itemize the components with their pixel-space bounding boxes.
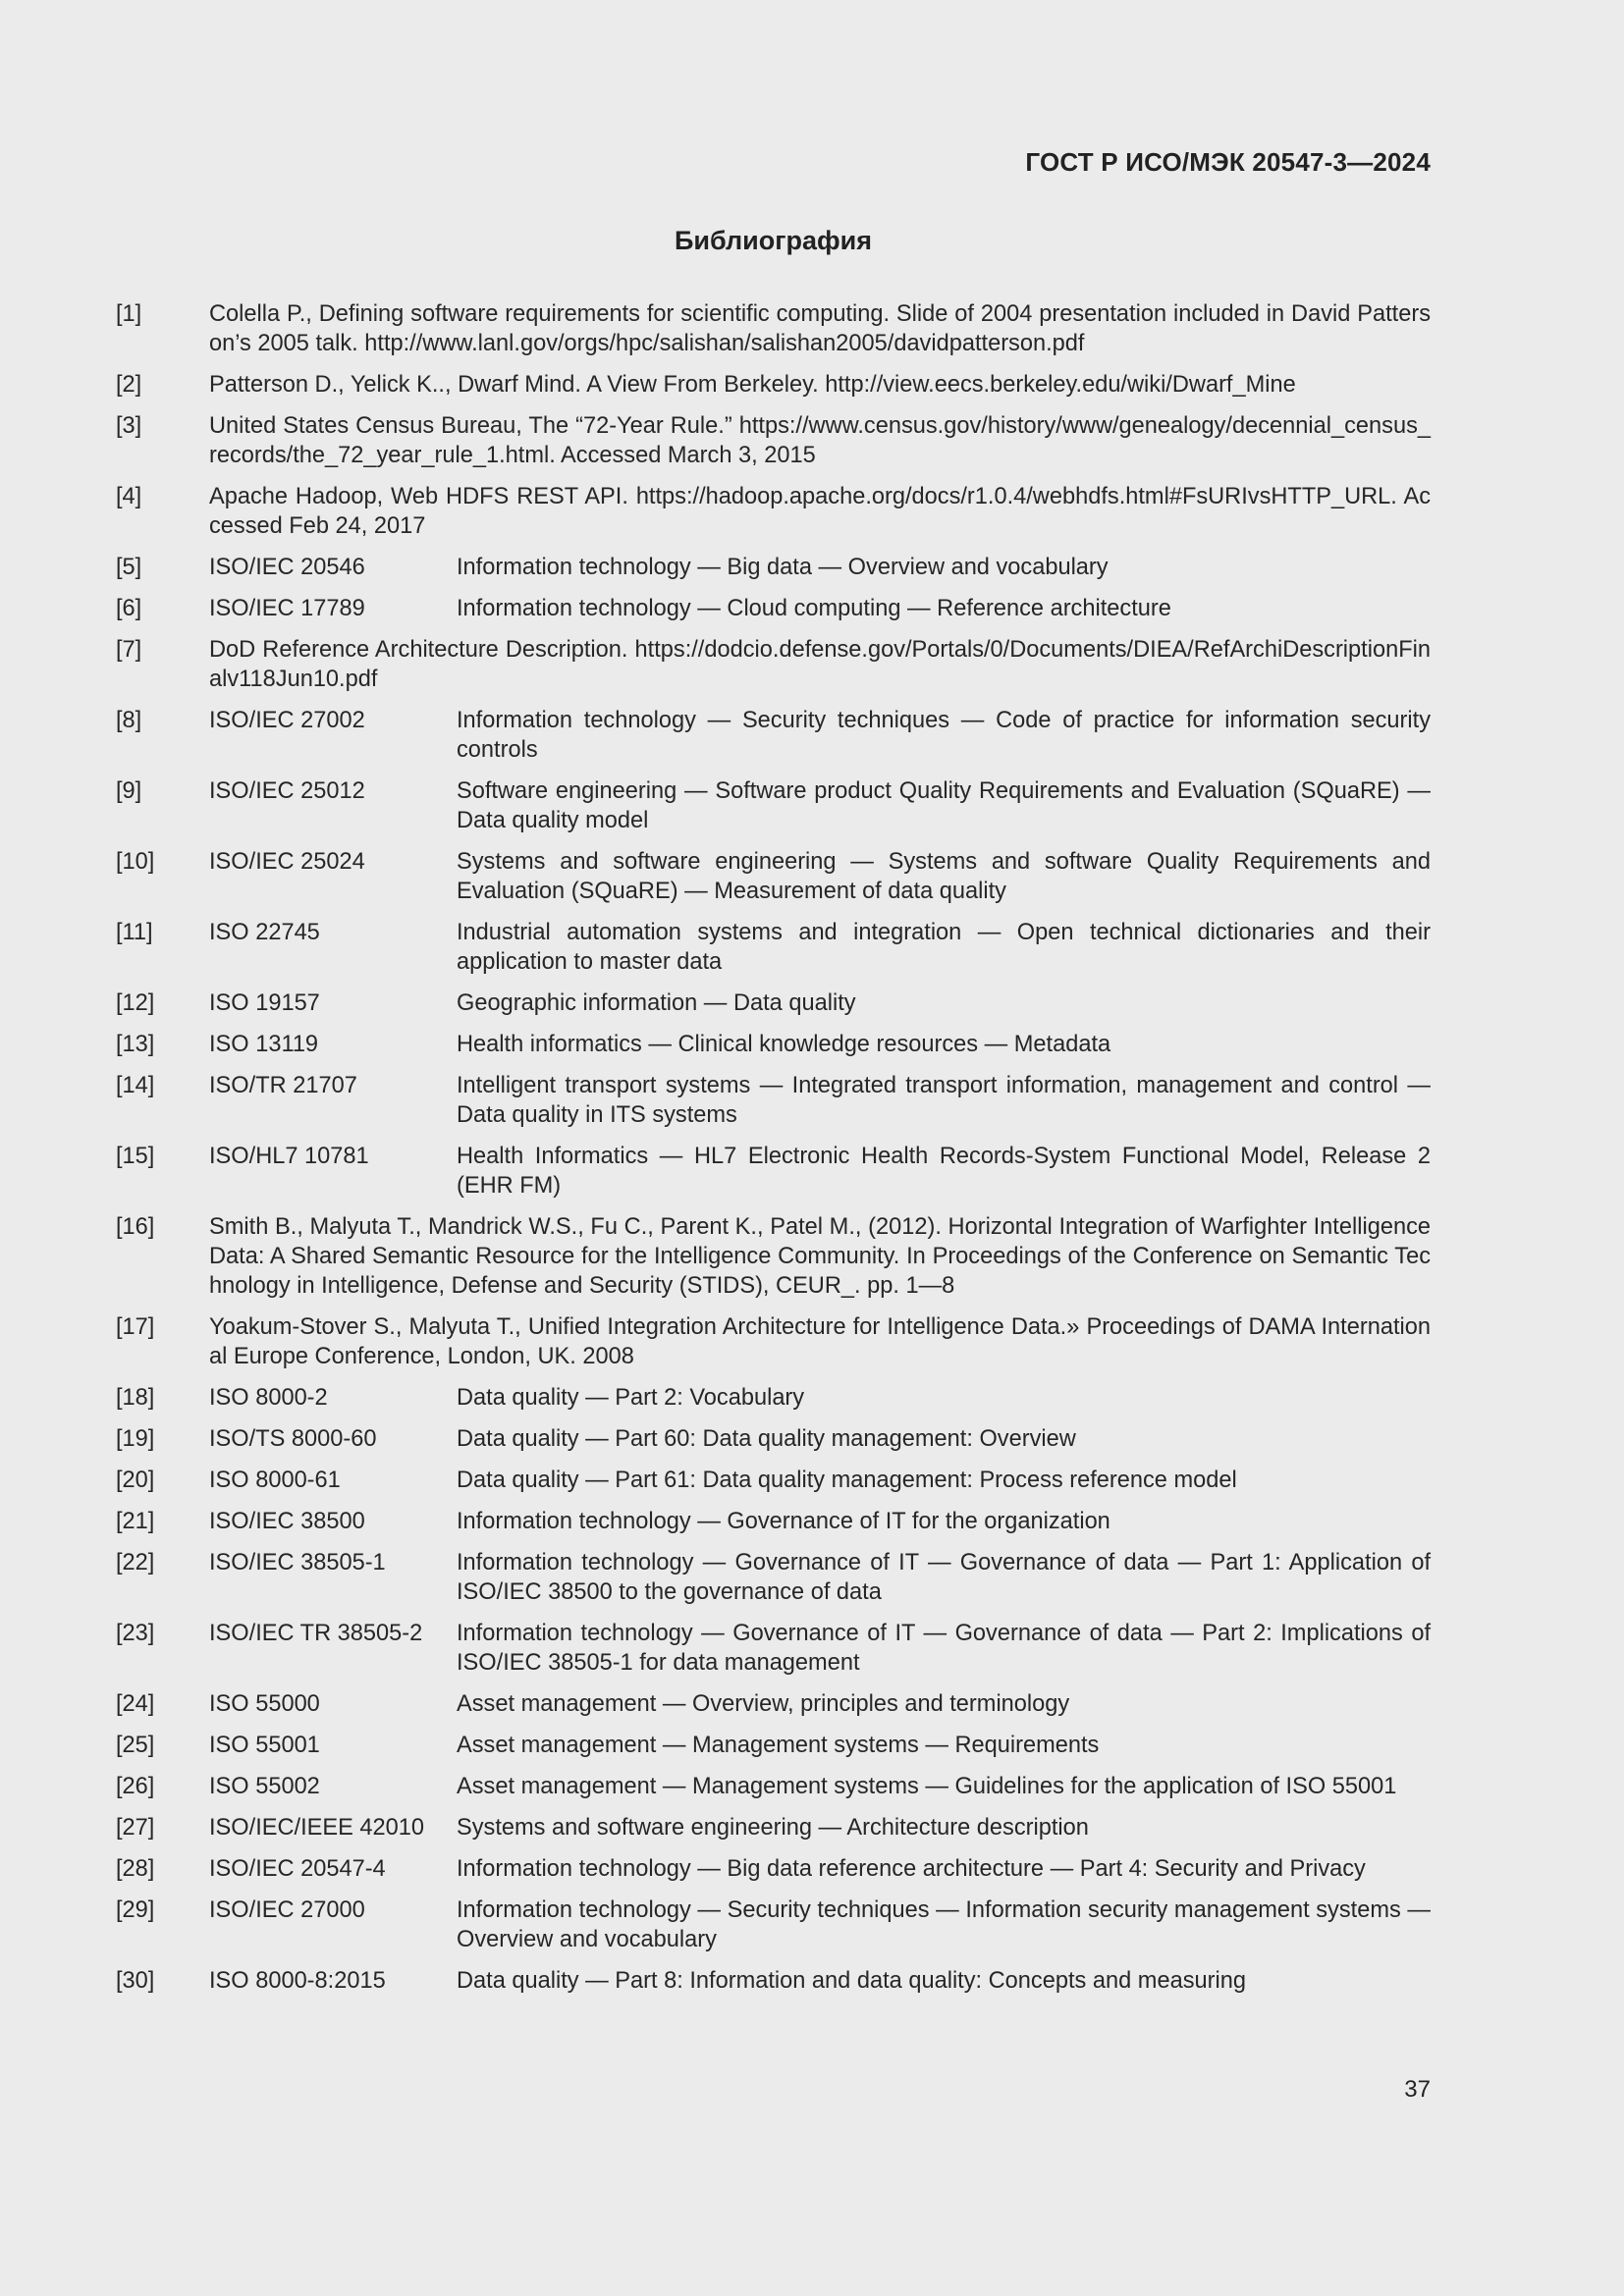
standard-title: Health Informatics — HL7 Electronic Health Records-System Functional Model, Release 2 (EHR FM)	[457, 1144, 1431, 1199]
bibliography-entry	[116, 594, 1431, 623]
standard-title: Information technology — Governance of IT for the organization	[457, 1509, 1110, 1534]
bibliography-entry	[116, 1142, 1431, 1201]
entry-number: [18]	[116, 1385, 155, 1411]
bibliography-entry	[116, 1548, 1431, 1607]
entry-number: [20]	[116, 1468, 155, 1493]
standard-code: ISO 19157	[209, 990, 320, 1016]
standard-title: Software engineering — Software product Quality Requirements and Evaluation (SQuaRE) — Data quality model	[457, 778, 1431, 833]
bibliography-entry	[116, 1854, 1431, 1884]
page-number: 37	[1404, 2076, 1431, 2103]
citation-text: United States Census Bureau, The “72-Year Rule.” https://www.census.gov/history/www/genealogy/decennial_census_records/the_72_year_rule_1.html. Accessed March 3, 2015	[209, 413, 1431, 468]
entry-number: [7]	[116, 637, 142, 663]
bibliography-entry	[116, 1030, 1431, 1059]
standard-title: Industrial automation systems and integration — Open technical dictionaries and their application to master data	[457, 920, 1431, 975]
standard-title: Data quality — Part 60: Data quality management: Overview	[457, 1426, 1076, 1452]
standard-title: Information technology — Cloud computing — Reference architecture	[457, 596, 1171, 621]
entry-number: [25]	[116, 1733, 155, 1758]
bibliography-entry	[116, 1896, 1431, 1954]
standard-title: Information technology — Governance of IT — Governance of data — Part 1: Application of ISO/IEC 38500 to the governance of data	[457, 1550, 1431, 1605]
standard-code: ISO 22745	[209, 920, 320, 945]
standard-code: ISO 55002	[209, 1774, 320, 1799]
standard-code: ISO 8000-61	[209, 1468, 341, 1493]
citation-text: Patterson D., Yelick K.., Dwarf Mind. A View From Berkeley. http://view.eecs.berkeley.edu/wiki/Dwarf_Mine	[209, 372, 1296, 398]
entry-number: [14]	[116, 1073, 155, 1098]
standard-title: Asset management — Overview, principles and terminology	[457, 1691, 1070, 1717]
standard-code: ISO 55000	[209, 1691, 320, 1717]
bibliography-entry	[116, 1383, 1431, 1413]
bibliography-entry	[116, 1619, 1431, 1678]
bibliography-entry	[116, 847, 1431, 906]
bibliography-entry	[116, 1731, 1431, 1760]
bibliography-entry	[116, 411, 1431, 470]
standard-code: ISO/IEC 25012	[209, 778, 365, 804]
bibliography-entry	[116, 1071, 1431, 1130]
entry-number: [19]	[116, 1426, 155, 1452]
bibliography-entry	[116, 482, 1431, 541]
standard-code: ISO/IEC 17789	[209, 596, 365, 621]
standard-code: ISO/IEC 27002	[209, 708, 365, 733]
citation-text: Apache Hadoop, Web HDFS REST API. https://hadoop.apache.org/docs/r1.0.4/webhdfs.html#FsURIvsHTTP_URL. Accessed Feb 24, 2017	[209, 484, 1431, 539]
entry-number: [3]	[116, 413, 142, 439]
citation-text: Smith B., Malyuta T., Mandrick W.S., Fu C., Parent K., Patel M., (2012). Horizontal Integration of Warfighter Intelligence Data: A Shared Semantic Resource for the Intelligence Community. In Proceedings of the Conference on Semantic Technology in Intelligence, Defense and Security (STIDS), CEUR_. pp. 1—8	[209, 1214, 1431, 1299]
standard-title: Information technology — Big data reference architecture — Part 4: Security and Privacy	[457, 1856, 1366, 1882]
entry-number: [6]	[116, 596, 142, 621]
standard-code: ISO/IEC 38505-1	[209, 1550, 386, 1575]
entry-number: [12]	[116, 990, 155, 1016]
citation-text: Colella P., Defining software requirements for scientific computing. Slide of 2004 presentation included in David Patterson’s 2005 talk. http://www.lanl.gov/orgs/hpc/salishan/salishan2005/davidpatterson.pdf	[209, 301, 1431, 356]
standard-title: Geographic information — Data quality	[457, 990, 856, 1016]
standard-code: ISO/IEC 27000	[209, 1897, 365, 1923]
entry-number: [24]	[116, 1691, 155, 1717]
standard-title: Systems and software engineering — Systems and software Quality Requirements and Evaluation (SQuaRE) — Measurement of data quality	[457, 849, 1431, 904]
bibliography-entry	[116, 1312, 1431, 1371]
standard-title: Asset management — Management systems — Guidelines for the application of ISO 55001	[457, 1774, 1397, 1799]
standard-code: ISO 13119	[209, 1032, 319, 1057]
standard-code: ISO/IEC 25024	[209, 849, 365, 875]
bibliography-entry	[116, 370, 1431, 400]
standard-title: Systems and software engineering — Architecture description	[457, 1815, 1089, 1841]
standard-title: Data quality — Part 2: Vocabulary	[457, 1385, 805, 1411]
bibliography-entry	[116, 1212, 1431, 1301]
standard-code: ISO/TR 21707	[209, 1073, 357, 1098]
entry-number: [16]	[116, 1214, 155, 1240]
standard-code: ISO/IEC 38500	[209, 1509, 365, 1534]
standard-code: ISO/TS 8000-60	[209, 1426, 377, 1452]
section-title: Библиография	[675, 226, 872, 255]
bibliography-entry	[116, 988, 1431, 1018]
standard-title: Information technology — Security techniques — Information security management systems — Overview and vocabulary	[457, 1897, 1431, 1952]
entry-number: [17]	[116, 1314, 155, 1340]
citation-text: Yoakum-Stover S., Malyuta T., Unified Integration Architecture for Intelligence Data.» Proceedings of DAMA International Europe Conference, London, UK. 2008	[209, 1314, 1431, 1369]
entry-number: [10]	[116, 849, 155, 875]
document-page	[116, 0, 1431, 2296]
standard-title: Data quality — Part 8: Information and data quality: Concepts and measuring	[457, 1968, 1246, 1994]
standard-title: Data quality — Part 61: Data quality management: Process reference model	[457, 1468, 1237, 1493]
citation-text: DoD Reference Architecture Description. https://dodcio.defense.gov/Portals/0/Documents/DIEA/RefArchiDescriptionFinalv118Jun10.pdf	[209, 637, 1431, 692]
standard-designation: ГОСТ Р ИСО/МЭК 20547-3—2024	[1025, 147, 1431, 177]
entry-number: [5]	[116, 555, 142, 580]
bibliography-entry	[116, 635, 1431, 694]
entry-number: [15]	[116, 1144, 155, 1169]
entry-number: [29]	[116, 1897, 155, 1923]
bibliography-entry	[116, 1507, 1431, 1536]
standard-code: ISO/IEC/IEEE 42010	[209, 1815, 425, 1841]
bibliography-entry	[116, 776, 1431, 835]
standard-title: Health informatics — Clinical knowledge resources — Metadata	[457, 1032, 1111, 1057]
entry-number: [4]	[116, 484, 142, 509]
bibliography-entry	[116, 299, 1431, 358]
entry-number: [27]	[116, 1815, 155, 1841]
bibliography-entry	[116, 1772, 1431, 1801]
entry-number: [28]	[116, 1856, 155, 1882]
entry-number: [23]	[116, 1621, 155, 1646]
standard-code: ISO 8000-2	[209, 1385, 328, 1411]
standard-code: ISO/IEC 20547-4	[209, 1856, 386, 1882]
bibliography-entry	[116, 1813, 1431, 1842]
standard-code: ISO 8000-8:2015	[209, 1968, 386, 1994]
bibliography-entry	[116, 1966, 1431, 1996]
standard-title: Information technology — Security techniques — Code of practice for information security controls	[457, 708, 1431, 763]
standard-code: ISO/HL7 10781	[209, 1144, 369, 1169]
standard-title: Asset management — Management systems — Requirements	[457, 1733, 1100, 1758]
entry-number: [21]	[116, 1509, 155, 1534]
entry-number: [22]	[116, 1550, 155, 1575]
standard-code: ISO/IEC 20546	[209, 555, 365, 580]
entry-number: [1]	[116, 301, 142, 327]
entry-number: [8]	[116, 708, 142, 733]
bibliography-list	[116, 299, 1431, 2007]
entry-number: [9]	[116, 778, 142, 804]
bibliography-entry	[116, 553, 1431, 582]
entry-number: [30]	[116, 1968, 155, 1994]
bibliography-entry	[116, 1689, 1431, 1719]
entry-number: [2]	[116, 372, 142, 398]
standard-title: Intelligent transport systems — Integrated transport information, management and control — Data quality in ITS systems	[457, 1073, 1431, 1128]
standard-title: Information technology — Big data — Overview and vocabulary	[457, 555, 1109, 580]
bibliography-entry	[116, 1424, 1431, 1454]
bibliography-entry	[116, 706, 1431, 765]
standard-title: Information technology — Governance of IT — Governance of data — Part 2: Implications of ISO/IEC 38505-1 for data management	[457, 1621, 1431, 1676]
bibliography-entry	[116, 918, 1431, 977]
bibliography-entry	[116, 1466, 1431, 1495]
entry-number: [13]	[116, 1032, 155, 1057]
standard-code: ISO/IEC TR 38505-2	[209, 1621, 423, 1646]
standard-code: ISO 55001	[209, 1733, 320, 1758]
entry-number: [26]	[116, 1774, 155, 1799]
entry-number: [11]	[116, 920, 153, 945]
